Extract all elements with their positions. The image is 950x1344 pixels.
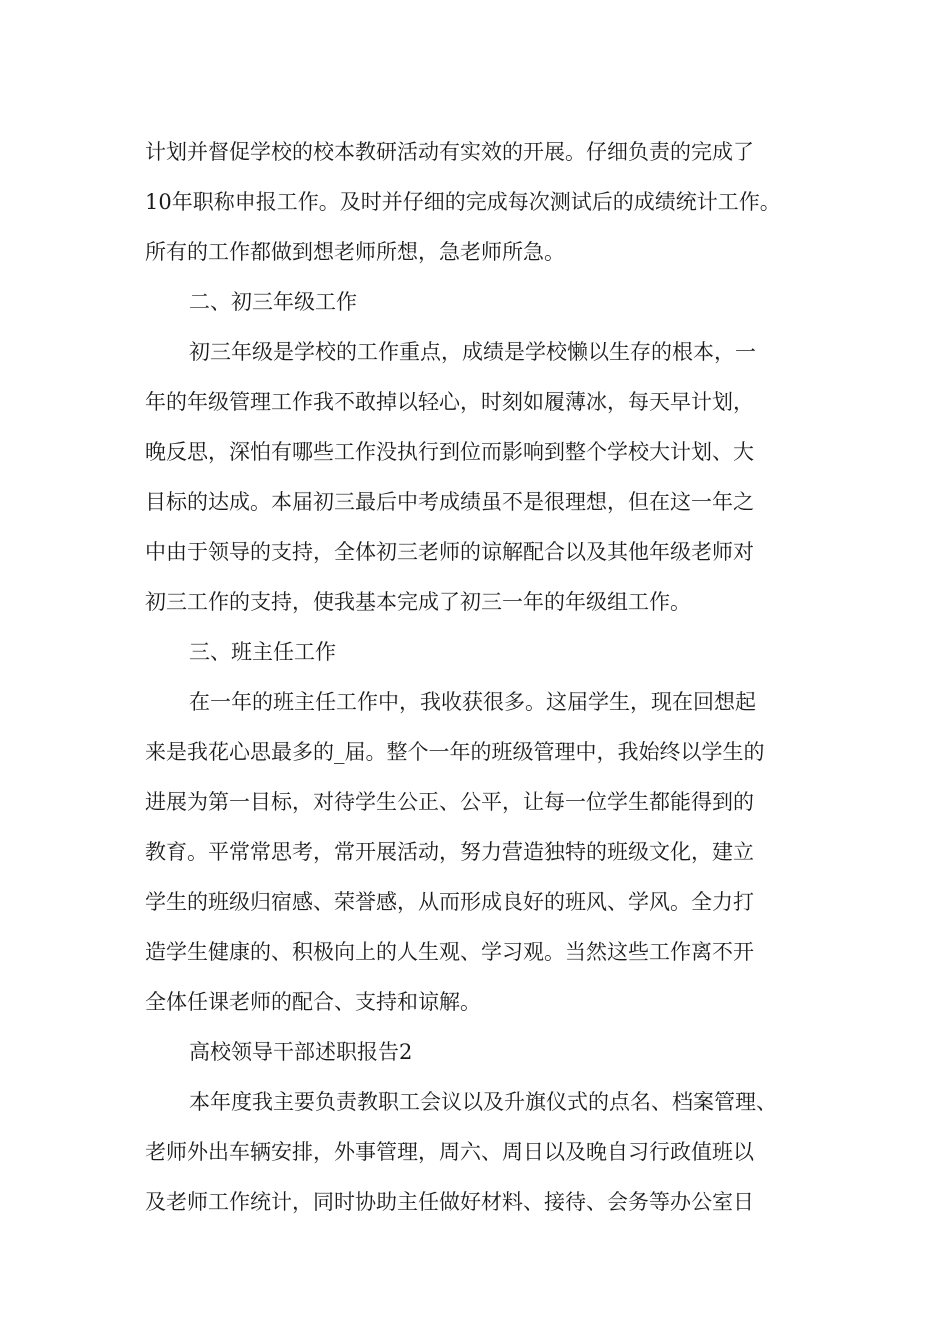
paragraph-line: 所有的工作都做到想老师所想，急老师所急。 <box>145 240 565 264</box>
paragraph-line: 学生的班级归宿感、荣誉感，从而形成良好的班风、学风。全力打 <box>145 890 754 914</box>
paragraph-line: 初三工作的支持，使我基本完成了初三一年的年级组工作。 <box>145 590 691 614</box>
section-heading: 二、初三年级工作 <box>189 290 357 314</box>
paragraph-line: 在一年的班主任工作中，我收获很多。这届学生，现在回想起 <box>189 690 756 714</box>
paragraph-line: 造学生健康的、积极向上的人生观、学习观。当然这些工作离不开 <box>145 940 754 964</box>
paragraph-line: 来是我花心思最多的_届。整个一年的班级管理中，我始终以学生的 <box>145 740 765 764</box>
paragraph-line: 计划并督促学校的校本教研活动有实效的开展。仔细负责的完成了 <box>145 140 754 164</box>
paragraph-line: 老师外出车辆安排，外事管理，周六、周日以及晚自习行政值班以 <box>145 1140 754 1164</box>
paragraph-line: 中由于领导的支持，全体初三老师的谅解配合以及其他年级老师对 <box>145 540 754 564</box>
paragraph-line: 晚反思，深怕有哪些工作没执行到位而影响到整个学校大计划、大 <box>145 440 754 464</box>
paragraph-line: 年的年级管理工作我不敢掉以轻心，时刻如履薄冰，每天早计划， <box>145 390 754 414</box>
paragraph-line: 目标的达成。本届初三最后中考成绩虽不是很理想，但在这一年之 <box>145 490 754 514</box>
section-heading: 高校领导干部述职报告2 <box>189 1040 413 1064</box>
paragraph-line: 全体任课老师的配合、支持和谅解。 <box>145 990 481 1014</box>
paragraph-line: 教育。平常常思考，常开展活动，努力营造独特的班级文化，建立 <box>145 840 754 864</box>
section-heading: 三、班主任工作 <box>189 640 336 664</box>
paragraph-line: 初三年级是学校的工作重点，成绩是学校懒以生存的根本，一 <box>189 340 756 364</box>
paragraph-line: 及老师工作统计，同时协助主任做好材料、接待、会务等办公室日 <box>145 1190 754 1214</box>
paragraph-line: 进展为第一目标，对待学生公正、公平，让每一位学生都能得到的 <box>145 790 754 814</box>
paragraph-line: 10年职称申报工作。及时并仔细的完成每次测试后的成绩统计工作。 <box>145 190 781 214</box>
paragraph-line: 本年度我主要负责教职工会议以及升旗仪式的点名、档案管理、 <box>189 1090 777 1114</box>
